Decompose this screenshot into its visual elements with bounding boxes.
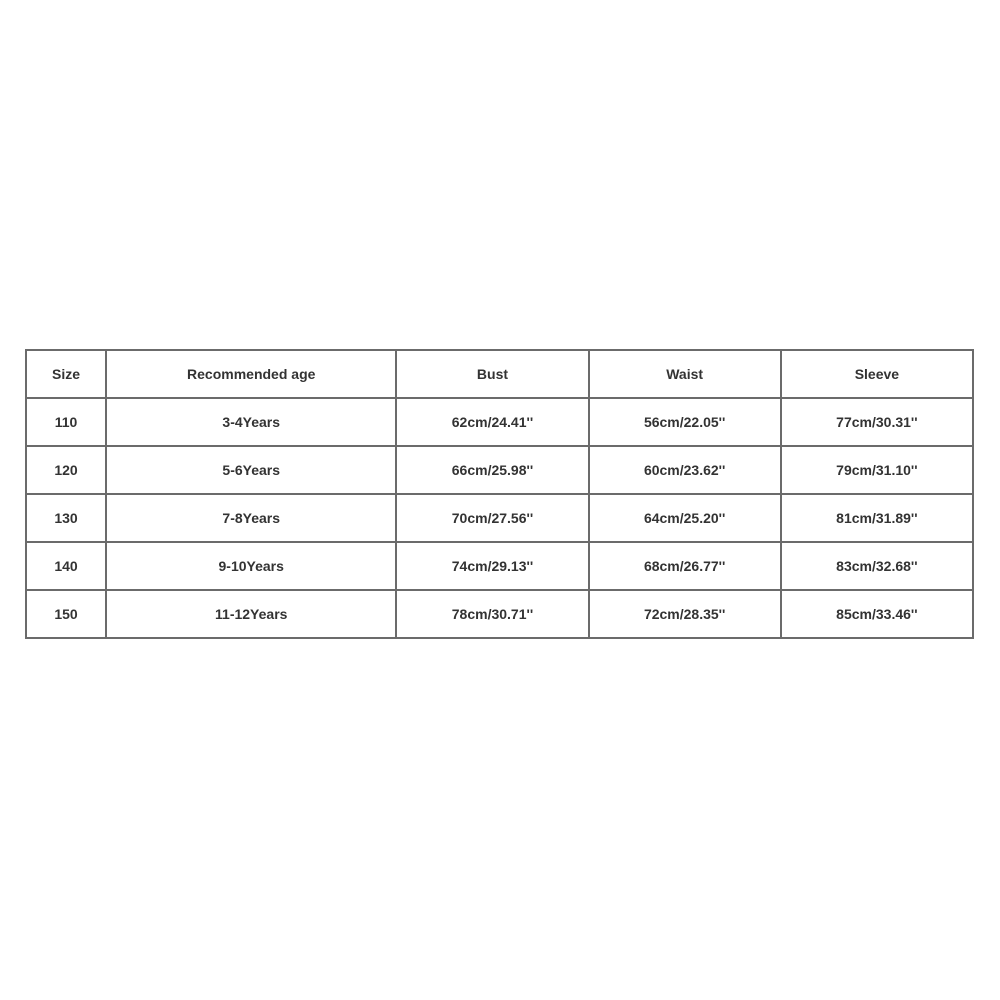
cell-waist: 64cm/25.20'' bbox=[589, 494, 781, 542]
header-size: Size bbox=[26, 350, 106, 398]
table-body bbox=[26, 398, 973, 638]
cell-sleeve: 79cm/31.10'' bbox=[781, 446, 973, 494]
table-row bbox=[26, 542, 973, 590]
table-row bbox=[26, 398, 973, 446]
size-chart-table bbox=[25, 349, 974, 639]
cell-waist: 72cm/28.35'' bbox=[589, 590, 781, 638]
cell-recommended-age: 3-4Years bbox=[106, 398, 396, 446]
cell-recommended-age: 5-6Years bbox=[106, 446, 396, 494]
header-row bbox=[26, 350, 973, 398]
table-row bbox=[26, 446, 973, 494]
header-recommended-age: Recommended age bbox=[106, 350, 396, 398]
cell-waist: 68cm/26.77'' bbox=[589, 542, 781, 590]
table-row bbox=[26, 494, 973, 542]
cell-recommended-age: 7-8Years bbox=[106, 494, 396, 542]
cell-sleeve: 83cm/32.68'' bbox=[781, 542, 973, 590]
cell-sleeve: 81cm/31.89'' bbox=[781, 494, 973, 542]
cell-sleeve: 85cm/33.46'' bbox=[781, 590, 973, 638]
cell-bust: 70cm/27.56'' bbox=[396, 494, 588, 542]
cell-waist: 56cm/22.05'' bbox=[589, 398, 781, 446]
cell-bust: 66cm/25.98'' bbox=[396, 446, 588, 494]
cell-waist: 60cm/23.62'' bbox=[589, 446, 781, 494]
table-header bbox=[26, 350, 973, 398]
cell-bust: 62cm/24.41'' bbox=[396, 398, 588, 446]
header-bust: Bust bbox=[396, 350, 588, 398]
cell-size: 120 bbox=[26, 446, 106, 494]
header-sleeve: Sleeve bbox=[781, 350, 973, 398]
cell-recommended-age: 9-10Years bbox=[106, 542, 396, 590]
cell-sleeve: 77cm/30.31'' bbox=[781, 398, 973, 446]
cell-bust: 78cm/30.71'' bbox=[396, 590, 588, 638]
cell-size: 130 bbox=[26, 494, 106, 542]
cell-size: 110 bbox=[26, 398, 106, 446]
cell-size: 140 bbox=[26, 542, 106, 590]
cell-recommended-age: 11-12Years bbox=[106, 590, 396, 638]
cell-size: 150 bbox=[26, 590, 106, 638]
cell-bust: 74cm/29.13'' bbox=[396, 542, 588, 590]
table-row bbox=[26, 590, 973, 638]
header-waist: Waist bbox=[589, 350, 781, 398]
